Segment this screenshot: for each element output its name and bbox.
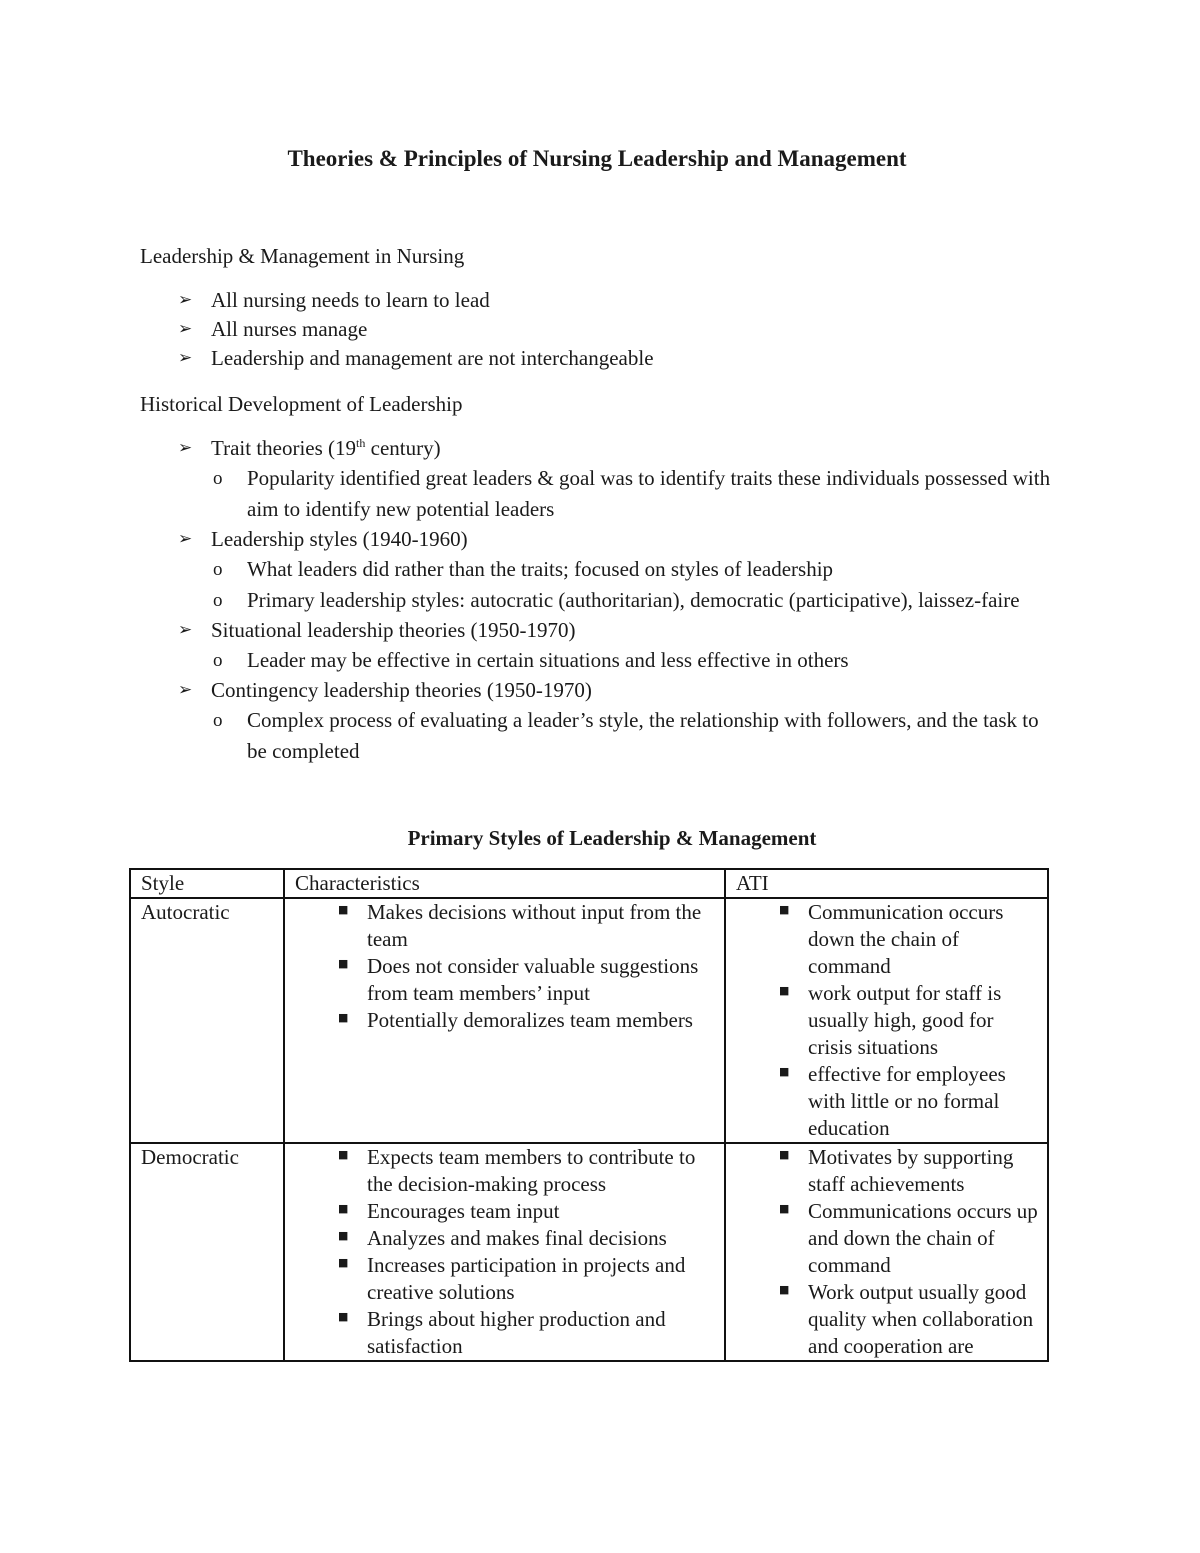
list-item: ■ Work output usually good quality when collaboration and cooperation are [779, 1280, 1034, 1358]
circle-bullet-icon: o [213, 650, 223, 671]
ati-list [736, 899, 1039, 1142]
style-cell: Democratic [130, 1143, 284, 1361]
table-title: Primary Styles of Leadership & Management [407, 826, 817, 850]
arrow-bullet-icon: ➢ [178, 680, 193, 700]
list-item: ■ Encourages team input [338, 1199, 560, 1223]
square-bullet-icon: ■ [779, 1283, 790, 1296]
characteristics-cell [284, 898, 725, 1143]
list-item: ■ Expects team members to contribute to the decision-making process [338, 1145, 696, 1196]
characteristics-list [295, 1144, 716, 1360]
square-bullet-icon: ■ [779, 984, 790, 997]
characteristics-list [295, 899, 716, 1034]
list-item: ➢ All nurses manage [176, 315, 654, 344]
sub-list-item: o Primary leadership styles: autocratic (authoritarian), democratic (participative), laissez-faire [176, 585, 1056, 616]
list-item: ■ Communications occurs up and down the chain of command [779, 1199, 1038, 1277]
sub-list [176, 645, 1056, 676]
arrow-bullet-icon: ➢ [178, 438, 193, 458]
arrow-bullet-icon: ➢ [178, 290, 193, 310]
table-row [130, 898, 1048, 1143]
square-bullet-icon: ■ [779, 1148, 790, 1161]
circle-bullet-icon: o [213, 710, 223, 731]
list-item: ➢ Trait theories (19th century) o Popularity identified great leaders & goal was to identify traits these individuals possessed with aim to identify new potential leaders [176, 434, 1056, 525]
list-item: ➢ Leadership and management are not interchangeable [176, 344, 654, 373]
section-heading-historical-development: Historical Development of Leadership [140, 392, 463, 416]
square-bullet-icon: ■ [338, 1202, 349, 1215]
list-item: ■ Makes decisions without input from the team [338, 900, 702, 951]
style-cell: Autocratic [130, 898, 284, 1143]
arrow-bullet-icon: ➢ [178, 620, 193, 640]
ati-cell [725, 1143, 1048, 1361]
circle-bullet-icon: o [213, 590, 223, 611]
square-bullet-icon: ■ [338, 1011, 349, 1024]
list-item: ➢ Leadership styles (1940-1960) o What leaders did rather than the traits; focused on styles of leadership o Primary leadership styles: autocratic (authoritarian), democratic (participative), laissez-faire [176, 525, 1056, 616]
table-row [130, 1143, 1048, 1361]
sub-list-item: o Popularity identified great leaders & goal was to identify traits these individuals possessed with aim to identify new potential leaders [176, 463, 1056, 525]
ati-list [736, 1144, 1039, 1360]
list-item: ➢ Contingency leadership theories (1950-1970) o Complex process of evaluating a leader’s style, the relationship with followers, and the task to be completed [176, 676, 1056, 767]
column-header-ati: ATI [725, 869, 1048, 898]
square-bullet-icon: ■ [338, 1256, 349, 1269]
column-header-style: Style [130, 869, 284, 898]
square-bullet-icon: ■ [338, 1148, 349, 1161]
sub-list [176, 705, 1056, 767]
sub-list-item: o Leader may be effective in certain situations and less effective in others [176, 645, 1056, 676]
list-item: ■ Brings about higher production and satisfaction [338, 1307, 666, 1358]
column-header-characteristics: Characteristics [284, 869, 725, 898]
sub-list [176, 554, 1056, 616]
circle-bullet-icon: o [213, 468, 223, 489]
ati-cell [725, 898, 1048, 1143]
list-item: ➢ Situational leadership theories (1950-1970) o Leader may be effective in certain situations and less effective in others [176, 616, 1056, 676]
sub-list-item: o Complex process of evaluating a leader’s style, the relationship with followers, and the task to be completed [176, 705, 1056, 767]
arrow-bullet-icon: ➢ [178, 348, 193, 368]
list-item: ■ Motivates by supporting staff achievements [779, 1145, 1014, 1196]
list-item: ■ Analyzes and makes final decisions [338, 1226, 667, 1250]
list-item: ■ Does not consider valuable suggestions from team members’ input [338, 954, 699, 1005]
square-bullet-icon: ■ [338, 957, 349, 970]
leadership-styles-table [129, 868, 1049, 1362]
list-item: ■ work output for staff is usually high, good for crisis situations [779, 981, 1002, 1059]
square-bullet-icon: ■ [779, 1202, 790, 1215]
arrow-bullet-icon: ➢ [178, 319, 193, 339]
square-bullet-icon: ■ [338, 1310, 349, 1323]
list-item: ■ Communication occurs down the chain of command [779, 900, 1004, 978]
list-item: ➢ All nursing needs to learn to lead [176, 286, 654, 315]
section1-list [176, 286, 654, 373]
list-item: ■ effective for employees with little or no formal education [779, 1062, 1006, 1140]
square-bullet-icon: ■ [779, 1065, 790, 1078]
square-bullet-icon: ■ [779, 903, 790, 916]
document-title: Theories & Principles of Nursing Leadership and Management [287, 146, 907, 171]
sub-list-item: o What leaders did rather than the traits; focused on styles of leadership [176, 554, 1056, 585]
list-item: ■ Potentially demoralizes team members [338, 1008, 693, 1032]
arrow-bullet-icon: ➢ [178, 529, 193, 549]
section2-list [176, 434, 1056, 767]
square-bullet-icon: ■ [338, 903, 349, 916]
section-heading-leadership-management: Leadership & Management in Nursing [140, 244, 465, 268]
table-header-row [130, 869, 1048, 898]
list-item: ■ Increases participation in projects and creative solutions [338, 1253, 686, 1304]
sub-list [176, 463, 1056, 525]
square-bullet-icon: ■ [338, 1229, 349, 1242]
characteristics-cell [284, 1143, 725, 1361]
circle-bullet-icon: o [213, 559, 223, 580]
